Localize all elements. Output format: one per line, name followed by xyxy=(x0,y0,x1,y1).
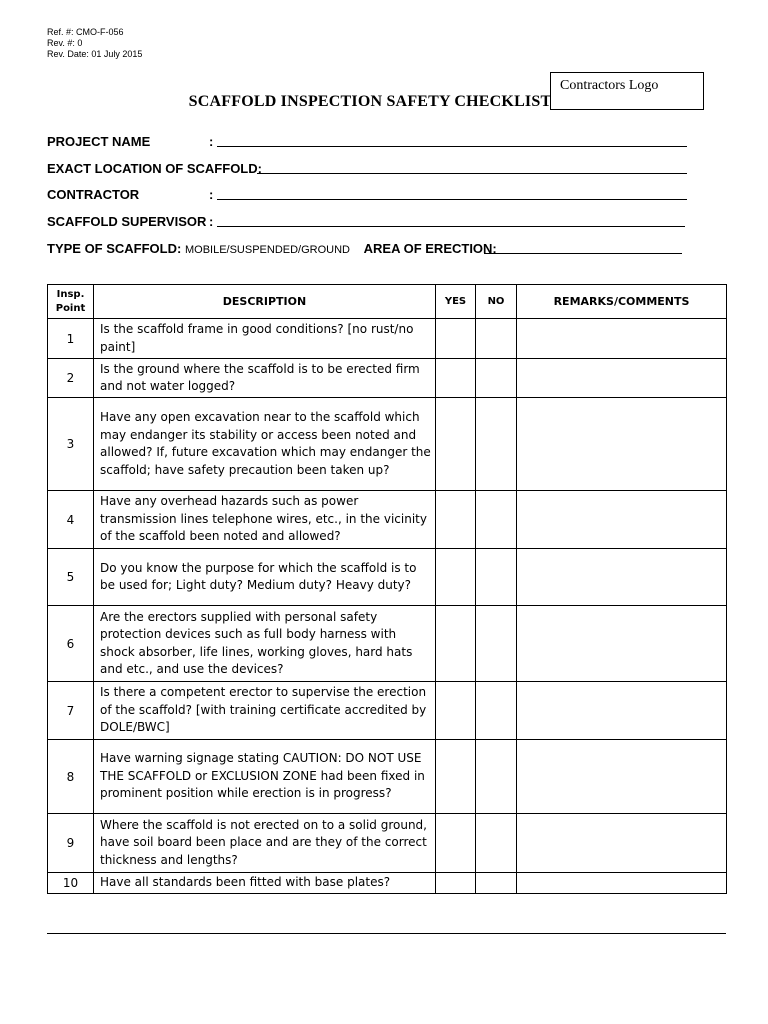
no-cell[interactable] xyxy=(476,359,517,398)
row-description: Are the erectors supplied with personal safety protection devices such as full body harness with shock absorber, life lines, working gloves, hard hats and etc., and use the devices? xyxy=(94,606,436,682)
page-title: SCAFFOLD INSPECTION SAFETY CHECKLIST xyxy=(188,93,552,110)
area-of-erection-input-line[interactable] xyxy=(484,241,682,254)
row-description: Have warning signage stating CAUTION: DO NOT USE THE SCAFFOLD or EXCLUSION ZONE had been fixed in prominent position while erection is in progress? xyxy=(94,740,436,814)
project-name-colon: : xyxy=(209,134,214,149)
row-number: 7 xyxy=(48,682,94,740)
table-row xyxy=(48,873,727,894)
no-cell[interactable] xyxy=(476,606,517,682)
exact-location-input-line[interactable] xyxy=(257,161,687,174)
header-remarks: REMARKS/COMMENTS xyxy=(517,285,727,319)
checklist-table xyxy=(47,284,727,894)
no-cell[interactable] xyxy=(476,682,517,740)
row-description: Have all standards been fitted with base plates? xyxy=(94,873,436,894)
no-cell[interactable] xyxy=(476,491,517,549)
row-number: 5 xyxy=(48,549,94,606)
no-cell[interactable] xyxy=(476,398,517,491)
row-number: 10 xyxy=(48,873,94,894)
header-yes: YES xyxy=(436,285,476,319)
no-cell[interactable] xyxy=(476,873,517,894)
yes-cell[interactable] xyxy=(436,606,476,682)
remarks-cell[interactable] xyxy=(517,359,727,398)
scaffold-type-label: TYPE OF SCAFFOLD: xyxy=(47,241,182,256)
row-description: Do you know the purpose for which the scaffold is to be used for; Light duty? Medium duty? Heavy duty? xyxy=(94,549,436,606)
table-row xyxy=(48,814,727,873)
ref-number: Ref. #: CMO-F-056 xyxy=(47,27,124,37)
exact-location-field xyxy=(47,161,262,176)
footer-divider xyxy=(47,933,726,934)
scaffold-supervisor-input-line[interactable] xyxy=(217,214,685,227)
contractor-input-line[interactable] xyxy=(217,187,687,200)
contractor-field xyxy=(47,187,214,202)
remarks-cell[interactable] xyxy=(517,873,727,894)
row-number: 6 xyxy=(48,606,94,682)
row-description: Have any overhead hazards such as power transmission lines telephone wires, etc., in the vicinity of the scaffold been noted and allowed? xyxy=(94,491,436,549)
no-cell[interactable] xyxy=(476,549,517,606)
header-insp-point xyxy=(48,285,94,319)
row-description: Is there a competent erector to supervise the erection of the scaffold? [with training certificate accredited by DOLE/BWC] xyxy=(94,682,436,740)
yes-cell[interactable] xyxy=(436,491,476,549)
table-row xyxy=(48,398,727,491)
scaffold-type-options[interactable]: MOBILE/SUSPENDED/GROUND xyxy=(184,244,350,256)
project-name-input-line[interactable] xyxy=(217,134,687,147)
yes-cell[interactable] xyxy=(436,359,476,398)
table-row xyxy=(48,491,727,549)
contractor-colon: : xyxy=(209,187,214,202)
scaffold-supervisor-field xyxy=(47,214,214,229)
rev-number: Rev. #: 0 xyxy=(47,38,83,48)
table-row xyxy=(48,359,727,398)
table-row xyxy=(48,606,727,682)
remarks-cell[interactable] xyxy=(517,740,727,814)
yes-cell[interactable] xyxy=(436,319,476,359)
row-description: Is the scaffold frame in good conditions? [no rust/no paint] xyxy=(94,319,436,359)
area-of-erection-label: AREA OF ERECTION: xyxy=(363,241,497,256)
row-description: Is the ground where the scaffold is to be erected firm and not water logged? xyxy=(94,359,436,398)
row-number: 9 xyxy=(48,814,94,873)
remarks-cell[interactable] xyxy=(517,682,727,740)
scaffold-supervisor-colon: : xyxy=(209,214,214,229)
project-name-label: PROJECT NAME xyxy=(47,134,151,149)
row-number: 4 xyxy=(48,491,94,549)
scaffold-supervisor-label: SCAFFOLD SUPERVISOR xyxy=(47,214,207,229)
no-cell[interactable] xyxy=(476,740,517,814)
scaffold-type-field xyxy=(47,241,497,256)
yes-cell[interactable] xyxy=(436,873,476,894)
remarks-cell[interactable] xyxy=(517,491,727,549)
row-number: 8 xyxy=(48,740,94,814)
header-description: DESCRIPTION xyxy=(94,285,436,319)
remarks-cell[interactable] xyxy=(517,814,727,873)
project-name-field xyxy=(47,134,214,149)
logo-placeholder-text: Contractors Logo xyxy=(560,78,659,93)
remarks-cell[interactable] xyxy=(517,319,727,359)
no-cell[interactable] xyxy=(476,814,517,873)
table-row xyxy=(48,319,727,359)
row-number: 1 xyxy=(48,319,94,359)
row-number: 2 xyxy=(48,359,94,398)
table-row xyxy=(48,682,727,740)
remarks-cell[interactable] xyxy=(517,549,727,606)
remarks-cell[interactable] xyxy=(517,398,727,491)
yes-cell[interactable] xyxy=(436,740,476,814)
header-insp-line1: Insp. xyxy=(56,288,85,300)
document-reference xyxy=(47,27,142,60)
no-cell[interactable] xyxy=(476,319,517,359)
yes-cell[interactable] xyxy=(436,814,476,873)
row-description: Have any open excavation near to the scaffold which may endanger its stability or access been noted and allowed? If, future excavation which may endanger the scaffold; have safety precaution been taken up? xyxy=(94,398,436,491)
table-header-row xyxy=(48,285,727,319)
remarks-cell[interactable] xyxy=(517,606,727,682)
header-no: NO xyxy=(476,285,517,319)
row-number: 3 xyxy=(48,398,94,491)
yes-cell[interactable] xyxy=(436,398,476,491)
yes-cell[interactable] xyxy=(436,549,476,606)
table-row xyxy=(48,549,727,606)
exact-location-label: EXACT LOCATION OF SCAFFOLD: xyxy=(47,161,262,176)
contractor-label: CONTRACTOR xyxy=(47,187,140,202)
row-description: Where the scaffold is not erected on to a solid ground, have soil board been place and are they of the correct thickness and lengths? xyxy=(94,814,436,873)
header-insp-line2: Point xyxy=(55,302,86,314)
yes-cell[interactable] xyxy=(436,682,476,740)
table-row xyxy=(48,740,727,814)
rev-date: Rev. Date: 01 July 2015 xyxy=(47,49,143,59)
